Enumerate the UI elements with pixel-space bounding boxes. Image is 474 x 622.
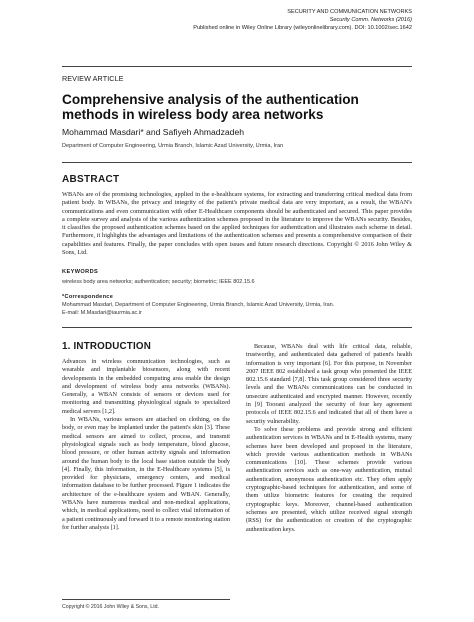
intro-paragraph: Advances in wireless communication technologies, such as wearable and implantable biosensors, along with recent developments in the embedded computing area enable the design and development of wireless body area networks (WBANs). Generally, a WBAN consists of sensors or devices used for monitoring and transmitting physiological signals to specialized medical servers [1,2]. — [62, 358, 230, 415]
journal-issue: Security Comm. Networks (2016) — [329, 17, 412, 23]
keywords-heading: KEYWORDS — [62, 269, 99, 275]
correspondence-email: E-mail: M.Masdari@iaurmia.ac.ir — [62, 309, 142, 316]
abstract-top-rule — [62, 162, 412, 163]
article-type: REVIEW ARTICLE — [62, 74, 124, 83]
authors: Mohammad Masdari* and Safiyeh Ahmadzadeh — [62, 127, 245, 137]
journal-name: SECURITY AND COMMUNICATION NETWORKS — [287, 9, 412, 15]
affiliation: Department of Computer Engineering, Urmia Branch, Islamic Azad University, Urmia, Iran — [62, 143, 284, 149]
footer-rule — [62, 599, 230, 600]
introduction-heading: 1. INTRODUCTION — [62, 341, 151, 352]
publication-info: Published online in Wiley Online Library (wileyonlinelibrary.com). DOI: 10.1002/sec.1642 — [193, 25, 412, 31]
paper-title: Comprehensive analysis of the authentication methods in wireless body area networks — [62, 92, 359, 123]
copyright-footer: Copyright © 2016 John Wiley & Sons, Ltd. — [62, 604, 159, 610]
abstract-text: WBANs are of the promising technologies, applied in the e-healthcare systems, for extracting and transferring critical medical data from patient body. In WBANs, the privacy and integrity of the patient's private medical data are very important, as a result, the WBAN's communications and even communication with other E-Healthcare components should be authenticated and secured. This paper provides a complete survey and analysis of the various authentication schemes proposed in the literature to improve the WBANs security. Besides, it classifies the proposed authentication schemes based on the applied techniques for authentication and illustrates each scheme in detail. Furthermore, it highlights the advantages and limitations of the authentication schemes and presents a comprehensive comparison of their capabilities and features. Finally, the paper concludes with open issues and future research directions. Copyright © 2016 John Wiley & Sons, Ltd. — [62, 191, 412, 256]
intro-top-rule — [62, 327, 412, 328]
intro-paragraph: In WBANs, various sensors are attached on clothing, on the body, or even may be implanted under the patient's skin [3]. These medical sensors are aimed to collect, process, and transmit physiological signals such as body temperature, blood glucose, blood pressure, or other human activity signals and information around the human body to the local base station outside the body [4]. Finally, this information, in the E-Healthcare systems [5], is provided for physicians, emergency centers, and medical information database to be further processed. Figure 1 indicates the architecture of the e-healthcare system and WBAN. Generally, WBANs have numerous medical and non-medical applications, which, in medical applications, need to collect vital information of a patient continuously and forward it to a remote monitoring station for further analysis [1]. — [62, 416, 230, 531]
intro-paragraph: Because, WBANs deal with life critical data, reliable, trustworthy, and authenticated data gathered of patient's health information is very important [6]. For this purpose, in November 2007 IEEE 802 established a task group who presented the IEEE 802.15.6 standard [7,8]. This task group considered three security levels and the WBANs communications can be conducted in unsecure authenticated and encrypted manner. However, recently in [9] Toorani analyzed the security of four key agreement protocols of IEEE 802.15.6 and indicated that all of them have a security vulnerability. — [246, 343, 412, 425]
right-column — [246, 343, 412, 534]
intro-paragraph: To solve these problems and provide strong and efficient authentication services in WBANs and in E-Health systems, many schemes have been developed and proposed in the literature, which provide various authentication methods in WBANs communications [10]. These schemes provide various authentication services such as one-way authentication, mutual authentication, anonymous authentication etc. They often apply cryptographic-based techniques for authentication, and some of them utilize biometric features for creating the required cryptographic keys. Moreover, channel-based authentication schemes are presented, which utilize received signal strength (RSS) for the authentication or creation of the cryptographic authentication keys. — [246, 425, 412, 533]
abstract-heading: ABSTRACT — [62, 174, 120, 185]
left-column — [62, 358, 230, 532]
correspondence-heading: *Correspondence — [62, 294, 114, 300]
keywords-text: wireless body area networks; authentication; security; biometric; IEEE 802.15.6 — [62, 279, 255, 285]
top-rule — [62, 66, 412, 67]
correspondence-address: Mohammad Masdari, Department of Computer Engineering, Urmia Branch, Islamic Azad University, Urmia, Iran. — [62, 302, 335, 308]
correspondence-block — [62, 302, 334, 317]
